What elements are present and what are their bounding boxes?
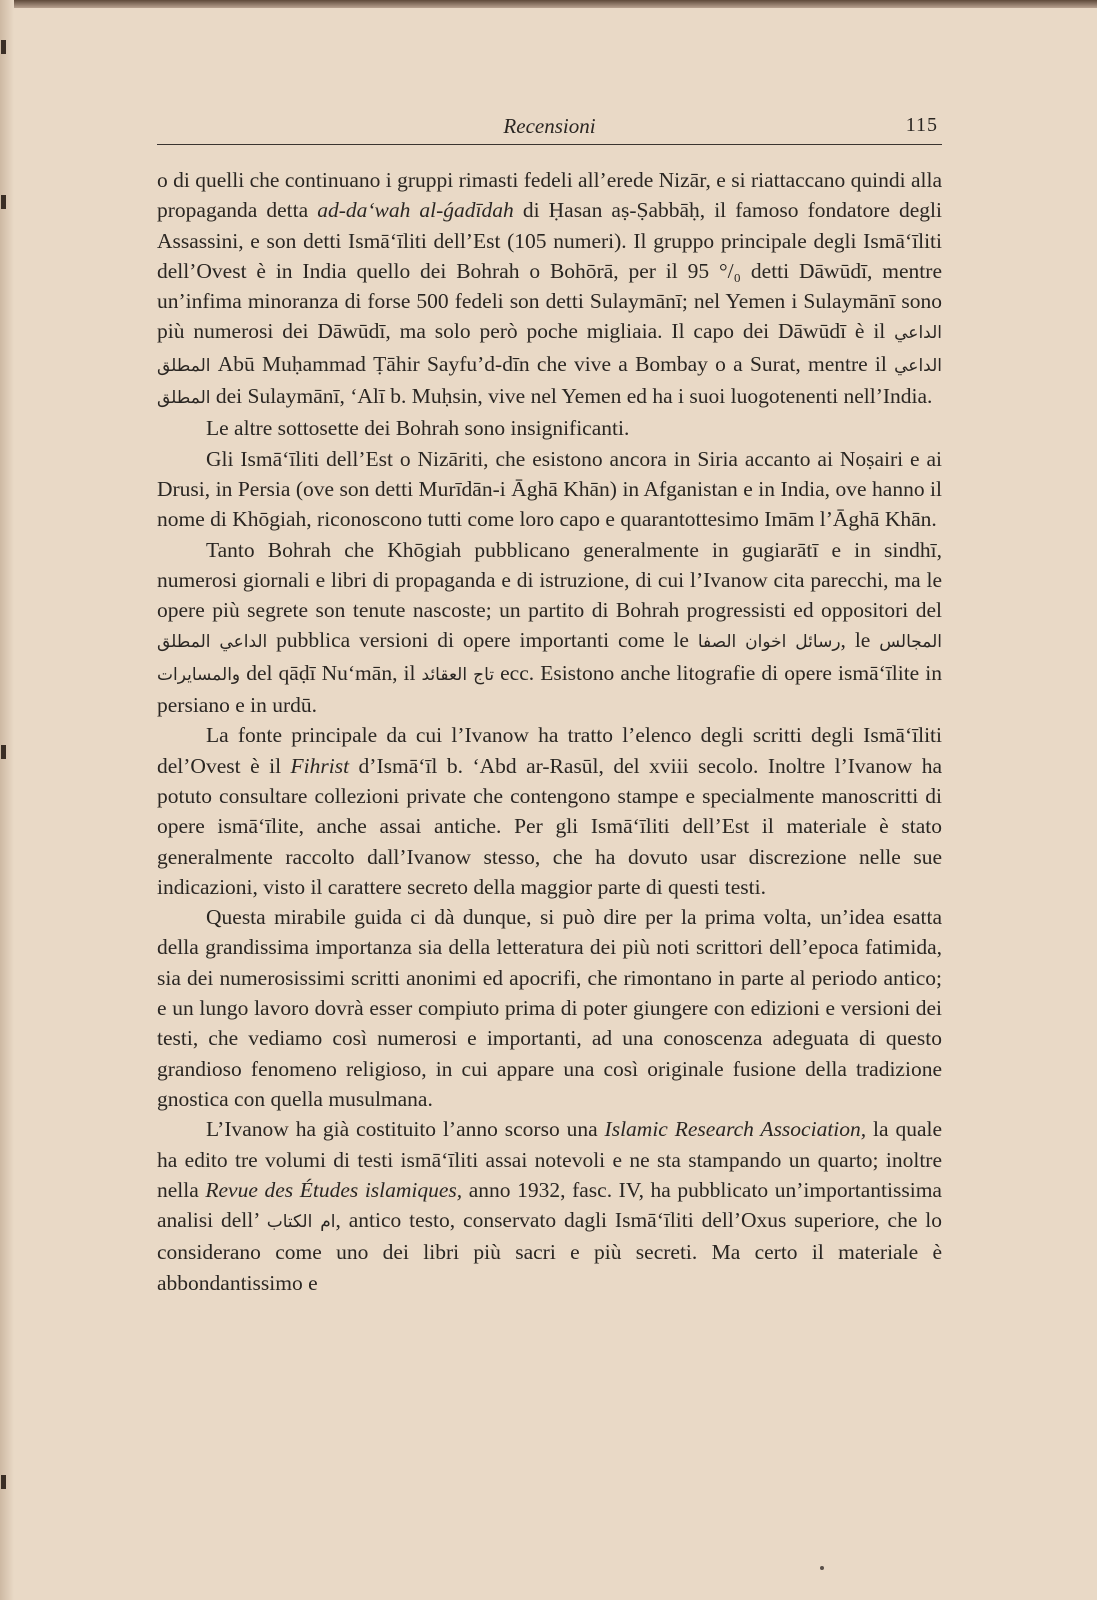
text-run: d’Ismā‘īl b. ‘Abd ar-Rasūl, del xviii secolo. Inoltre l’Ivanow ha potuto consultare collezioni private che contengono stampe e specialmente manoscritti di opere ismā‘īlite, anche assai antiche. Per gli Ismā‘īliti dell’Est il materiale è stato generalmente raccolto dall’Ivanow stesso, che ha dovuto usar discrezione nelle sue indicazioni, visto il carattere secreto della maggior parte di questi testi.	[157, 753, 942, 899]
text-run: dei Sulaymānī, ‘Alī b. Muḥsin, vive nel Yemen ed ha i suoi luogotenenti nell’India.	[210, 384, 933, 409]
text-run: Abū Muḥammad Ṭāhir Sayfu’d-dīn che vive a Bombay o a Surat, mentre il	[210, 351, 895, 376]
paragraph	[157, 1114, 942, 1298]
text-run: ecc. Esistono anche litografie di opere ismā‘īlite in persiano e in urdū.	[157, 660, 943, 718]
text-run: , le	[840, 628, 880, 653]
arabic-term: تاج العقائد	[421, 664, 495, 685]
paragraph: Gli Ismā‘īliti dell’Est o Nizāriti, che esistono ancora in Siria accanto ai Noṣairi e ai Drusi, in Persia (ove son detti Murīdān-i Āghā Khān) in Afganistan e in India, ove hanno il nome di Khōgiah, riconoscono tutti come loro capo e quarantottesimo Imām l’Āghā Khān.	[157, 446, 942, 532]
text-run: del qāḍī Nu‘mān, il	[240, 660, 422, 685]
text-run: La fonte principale da cui l’Ivanow ha tratto l’elenco degli scritti degli Ismā‘īliti del’Ovest è il	[157, 723, 942, 778]
edge-mark	[1, 1475, 6, 1489]
arabic-term: الداعي المطلق	[157, 632, 268, 653]
text-run: di Ḥasan aṣ-Ṣabbāḥ, il famoso fondatore degli Assassini, e son detti Ismā‘īliti dell’Est (105 numeri). Il gruppo principale degli Ismā‘īliti dell’Ovest è in India quello dei Bohrah o Bohōrā, per il 95 °/₀ detti Dāwūdī, mentre un’infima minoranza di forse 500 fedeli son detti Sulaymānī; nel Yemen i Sulaymānī sono più numerosi dei Dāwūdī, ma solo però poche migliaia. Il capo dei Dāwūdī è il	[157, 198, 942, 344]
paragraph	[157, 165, 942, 413]
text-run: L’Ivanow ha già costituito l’anno scorso una	[206, 1117, 605, 1142]
body-text	[157, 165, 942, 1298]
running-title: Recensioni	[503, 114, 596, 138]
arabic-term: الداعي المطلق	[157, 355, 942, 409]
edge-mark	[1, 195, 6, 209]
italic-title: Revue des Études islamiques,	[205, 1177, 463, 1202]
paragraph: Questa mirabile guida ci dà dunque, si può dire per la prima volta, un’idea esatta della grandissima importanza sia della letteratura dei più noti scrittori dell’epoca fatimida, sia dei numerosissimi scritti anonimi ed apocrifi, che rimontano in parte al periodo antico; e un lungo lavoro dovrà esser compiuto prima di poter giungere con edizioni e versioni dei testi, che vediamo così numerosi e importanti, ad una conoscenza adeguata di questo grandioso fenomeno religioso, in cui appare una così originale fusione della tradizione gnostica con quella musulmana.	[157, 905, 942, 1111]
paragraph: Le altre sottosette dei Bohrah sono insignificanti.	[206, 416, 630, 441]
italic-title: Islamic Research Association,	[604, 1117, 867, 1142]
paragraph	[157, 535, 942, 721]
page-binding-edge	[0, 0, 14, 1600]
running-header	[157, 110, 942, 145]
arabic-term: المجالس والمسايرات	[157, 632, 942, 685]
book-page	[157, 110, 942, 1298]
arabic-term: رسائل اخوان الصفا	[697, 632, 841, 653]
italic-title: Fihrist	[290, 753, 350, 778]
text-run: anno 1932, fasc. IV, ha pubblicato un’importantissima analisi dell’	[157, 1177, 942, 1233]
text-run: , antico testo, conservato dagli Ismā‘īliti dell’Oxus superiore, che lo considerano come uno dei libri più sacri e più secreti. Ma certo il materiale è abbondantissimo e	[157, 1208, 942, 1295]
text-run: pubblica versioni di opere importanti come le	[267, 628, 698, 653]
arabic-term: ام الكتاب	[266, 1212, 336, 1233]
italic-term: ad-da‘wah al-ǵadīdah	[317, 198, 514, 223]
text-run: Tanto Bohrah che Khōgiah pubblicano generalmente in gugiarātī e in sindhī, numerosi giornali e libri di propaganda e di istruzione, di cui l’Ivanow cita parecchi, ma le opere più segrete son tenute nascoste; un partito di Bohrah progressisti ed oppositori del	[157, 537, 942, 623]
text-run: o di quelli che continuano i gruppi rimasti fedeli all’erede Nizār, e si riattaccano quindi alla propaganda detta	[157, 168, 942, 223]
arabic-term: الداعي المطلق	[157, 323, 942, 376]
edge-mark	[1, 40, 6, 54]
paper-speck	[820, 1566, 824, 1570]
text-run: la quale ha edito tre volumi di testi ismā‘īliti assai notevoli e ne sta stampando un quarto; inoltre nella	[157, 1117, 942, 1202]
paragraph	[157, 720, 942, 902]
page-top-edge	[0, 0, 1097, 8]
edge-mark	[1, 745, 6, 759]
page-number: 115	[905, 114, 938, 136]
